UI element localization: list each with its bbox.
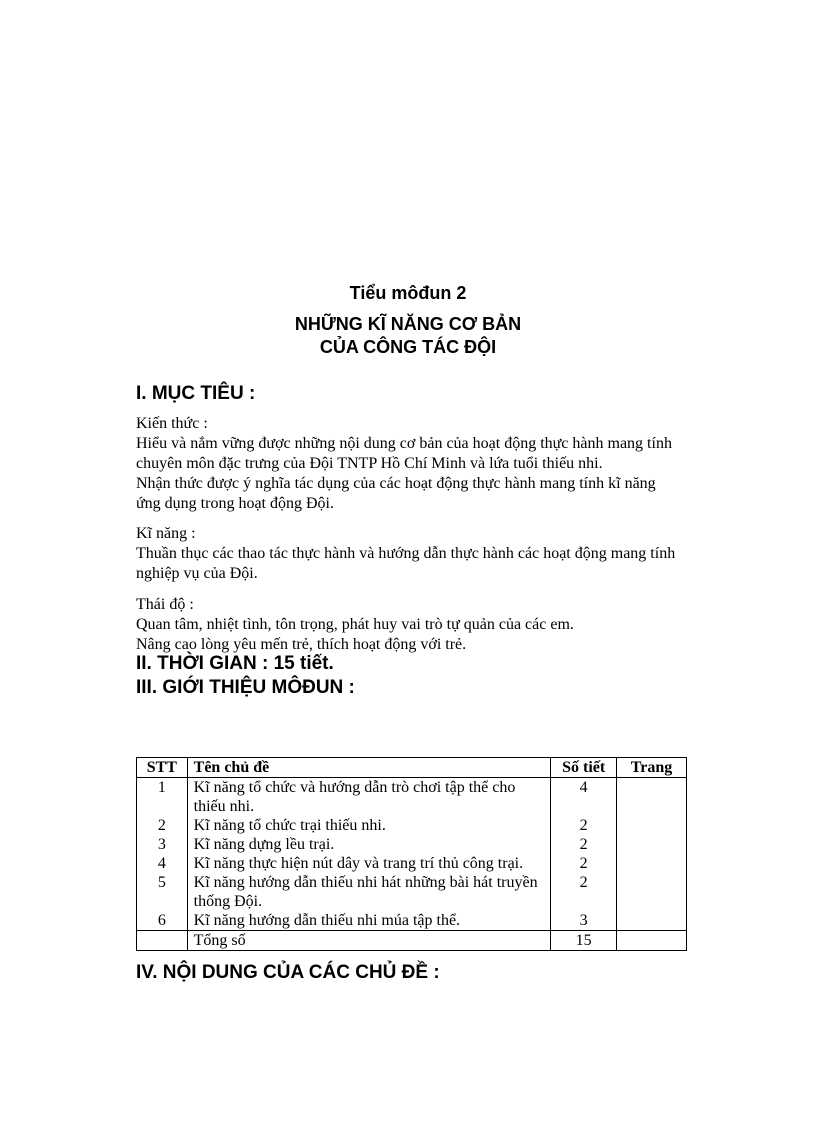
row-page xyxy=(617,854,687,873)
row-hours: 2 xyxy=(551,835,617,854)
knowledge-line: Nhận thức được ý nghĩa tác dụng của các hoạt động thực hành mang tính kĩ năng xyxy=(136,475,656,492)
row-hours: 2 xyxy=(551,873,617,911)
skills-label: Kĩ năng : xyxy=(136,525,196,542)
table-row xyxy=(137,816,687,835)
total-hours: 15 xyxy=(551,931,617,951)
row-topic-name: Kĩ năng hướng dẫn thiếu nhi múa tập thể. xyxy=(187,911,551,931)
table-row xyxy=(137,854,687,873)
row-page xyxy=(617,778,687,817)
section-heading-duration: II. THỜI GIAN : 15 tiết. xyxy=(136,653,334,674)
section-heading-contents: IV. NỘI DUNG CỦA CÁC CHỦ ĐỀ : xyxy=(136,962,440,983)
row-hours: 4 xyxy=(551,778,617,817)
row-topic-name: Kĩ năng thực hiện nút dây và trang trí thủ công trại. xyxy=(187,854,551,873)
table-total-row xyxy=(137,931,687,951)
row-hours: 3 xyxy=(551,911,617,931)
total-stt-empty xyxy=(137,931,188,951)
attitude-line: Nâng cao lòng yêu mến trẻ, thích hoạt động với trẻ. xyxy=(136,636,467,653)
row-topic-name: Kĩ năng tổ chức và hướng dẫn trò chơi tập thể cho thiếu nhi. xyxy=(187,778,551,817)
table-row xyxy=(137,778,687,817)
row-page xyxy=(617,816,687,835)
title-line-1: NHỮNG KĨ NĂNG CƠ BẢN xyxy=(294,314,522,334)
row-topic-name: Kĩ năng dựng lều trại. xyxy=(187,835,551,854)
title-line-2: CỦA CÔNG TÁC ĐỘI xyxy=(319,337,497,357)
row-page xyxy=(617,873,687,911)
module-title xyxy=(0,313,816,359)
row-stt: 5 xyxy=(137,873,188,911)
knowledge-line: Hiểu và nắm vững được những nội dung cơ bản của hoạt động thực hành mang tính xyxy=(136,435,672,452)
module-subtitle: Tiểu môđun 2 xyxy=(349,283,467,303)
row-stt: 4 xyxy=(137,854,188,873)
table-header-row xyxy=(137,758,687,778)
row-topic-name: Kĩ năng hướng dẫn thiếu nhi hát những bài hát truyền thống Đội. xyxy=(187,873,551,911)
knowledge-block xyxy=(136,414,696,514)
knowledge-line: ứng dụng trong hoạt động Đội. xyxy=(136,495,334,512)
row-page xyxy=(617,835,687,854)
row-hours: 2 xyxy=(551,816,617,835)
row-stt: 2 xyxy=(137,816,188,835)
section-heading-introduction: III. GIỚI THIỆU MÔĐUN : xyxy=(136,677,355,698)
table-row xyxy=(137,873,687,911)
table-row xyxy=(137,911,687,931)
knowledge-label: Kiến thức : xyxy=(136,415,208,432)
skills-line: nghiệp vụ của Đội. xyxy=(136,565,258,582)
header-hours: Số tiết xyxy=(551,758,617,778)
row-hours: 2 xyxy=(551,854,617,873)
attitude-line: Quan tâm, nhiệt tình, tôn trọng, phát huy vai trò tự quản của các em. xyxy=(136,616,574,633)
module-topics-table xyxy=(136,757,687,951)
header-page: Trang xyxy=(617,758,687,778)
row-stt: 6 xyxy=(137,911,188,931)
attitude-block xyxy=(136,595,696,655)
total-page-empty xyxy=(617,931,687,951)
section-heading-objectives: I. MỤC TIÊU : xyxy=(136,383,256,404)
row-stt: 3 xyxy=(137,835,188,854)
table-row xyxy=(137,835,687,854)
header-topic-name: Tên chủ đề xyxy=(187,758,551,778)
total-label: Tổng số xyxy=(187,931,551,951)
row-topic-name: Kĩ năng tổ chức trại thiếu nhi. xyxy=(187,816,551,835)
row-page xyxy=(617,911,687,931)
row-stt: 1 xyxy=(137,778,188,817)
knowledge-line: chuyên môn đặc trưng của Đội TNTP Hồ Chí Minh và lứa tuổi thiếu nhi. xyxy=(136,455,603,472)
attitude-label: Thái độ : xyxy=(136,596,194,613)
header-stt: STT xyxy=(137,758,188,778)
skills-line: Thuần thục các thao tác thực hành và hướng dẫn thực hành các hoạt động mang tính xyxy=(136,545,676,562)
skills-block xyxy=(136,524,696,584)
